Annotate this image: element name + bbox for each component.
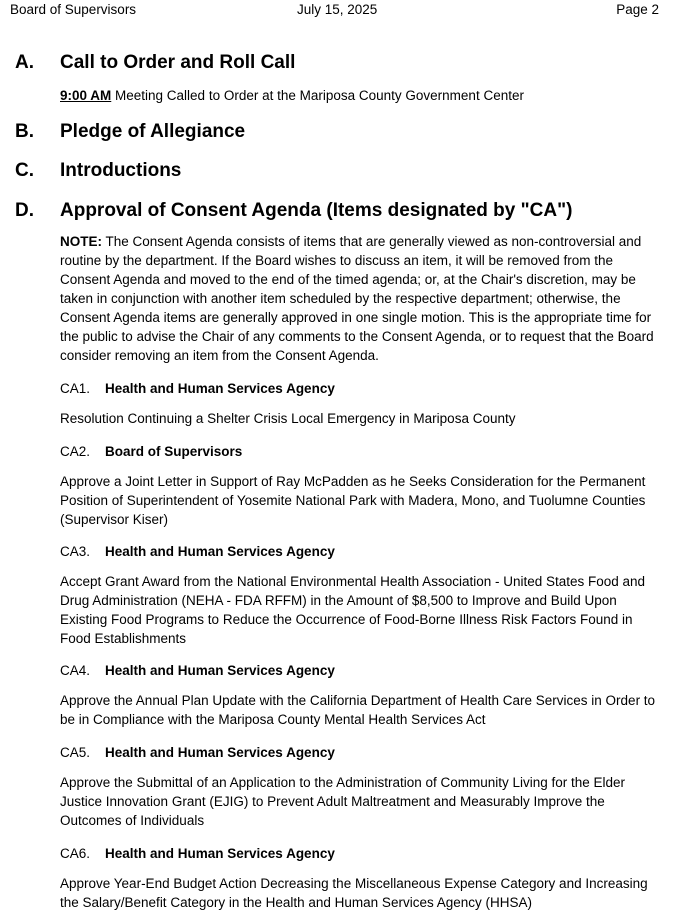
consent-item-heading (60, 442, 660, 461)
section-title: Call to Order and Roll Call (60, 52, 296, 73)
consent-item-department: Health and Human Services Agency (105, 745, 335, 760)
consent-item-number: CA1. (60, 381, 91, 396)
consent-item-heading (60, 661, 660, 680)
section-letter: A. (15, 52, 34, 73)
section-a (15, 50, 660, 105)
consent-item-ca4 (60, 661, 660, 729)
consent-item-number: CA2. (60, 444, 91, 459)
section-heading (15, 198, 660, 224)
section-heading (15, 50, 660, 76)
section-heading (15, 158, 660, 184)
meeting-time: 9:00 AM (60, 88, 112, 103)
consent-item-department: Health and Human Services Agency (105, 544, 335, 559)
consent-item-number: CA6. (60, 846, 91, 861)
consent-item-number: CA3. (60, 544, 91, 559)
section-heading (15, 119, 660, 145)
consent-item-department: Health and Human Services Agency (105, 663, 335, 678)
consent-item-heading (60, 743, 660, 762)
consent-item-description: Accept Grant Award from the National Environmental Health Association - United States Food and Drug Administration (NEHA - FDA RFFM) in the Amount of $8,500 to Improve and Build Upon Existing Food Programs to Reduce the Occurrence of Food-Borne Illness Risk Factors Found in Food Establishments (60, 574, 646, 646)
section-c (15, 158, 660, 184)
section-d (15, 198, 660, 365)
consent-item-ca1 (60, 379, 660, 428)
consent-item-heading (60, 379, 660, 398)
consent-item-number: CA5. (60, 745, 91, 760)
header-board-name: Board of Supervisors (10, 2, 137, 17)
header-page-number: Page 2 (616, 2, 659, 17)
section-b (15, 119, 660, 145)
call-to-order-description: Meeting Called to Order at the Mariposa County Government Center (111, 88, 524, 103)
note-text: The Consent Agenda consists of items that are generally viewed as non-controversial and routine by the department. If the Board wishes to discuss an item, it will be removed from the Consent Agenda and moved to the end of the timed agenda; or, at the Chair's discretion, may be taken in conjunction with another item scheduled by the respective department; otherwise, the Consent Agenda items are generally approved in one single motion. This is the appropriate time for the public to advise the Chair of any comments to the Consent Agenda, or to request that the Board consider removing an item from the Consent Agenda. (60, 234, 654, 363)
consent-item-ca3 (60, 542, 660, 648)
consent-item-description: Approve a Joint Letter in Support of Ray McPadden as he Seeks Consideration for the Permanent Position of Superintendent of Yosemite National Park with Madera, Mono, and Tuolumne Counties (Supervisor Kiser) (60, 474, 646, 527)
section-letter: C. (15, 160, 34, 181)
section-letter: D. (15, 200, 34, 221)
consent-item-department: Health and Human Services Agency (105, 381, 335, 396)
consent-item-heading (60, 844, 660, 863)
consent-item-heading (60, 542, 660, 561)
note-label: NOTE: (60, 234, 102, 249)
section-title: Approval of Consent Agenda (Items designated by "CA") (60, 200, 573, 221)
consent-item-ca6 (60, 844, 660, 912)
consent-item-description: Approve the Submittal of an Application to the Administration of Community Living for the Elder Justice Innovation Grant (EJIG) to Prevent Adult Maltreatment and Measurably Improve the Outcomes of Individuals (60, 775, 626, 828)
consent-agenda-note (60, 232, 660, 365)
consent-item-department: Board of Supervisors (105, 444, 243, 459)
consent-item-ca2 (60, 442, 660, 529)
consent-item-department: Health and Human Services Agency (105, 846, 335, 861)
consent-item-description: Approve Year-End Budget Action Decreasing the Miscellaneous Expense Category and Increasing the Salary/Benefit Category in the Health and Human Services Agency (HHSA) (60, 876, 648, 910)
section-title: Pledge of Allegiance (60, 121, 246, 142)
section-letter: B. (15, 121, 34, 142)
header-date: July 15, 2025 (297, 2, 378, 17)
consent-item-description: Approve the Annual Plan Update with the California Department of Health Care Services in Order to be in Compliance with the Mariposa County Mental Health Services Act (60, 693, 656, 727)
call-to-order-text (60, 86, 660, 105)
section-title: Introductions (60, 160, 182, 181)
consent-item-number: CA4. (60, 663, 91, 678)
consent-item-ca5 (60, 743, 660, 830)
consent-item-description: Resolution Continuing a Shelter Crisis Local Emergency in Mariposa County (60, 411, 516, 426)
page-header (10, 1, 659, 19)
